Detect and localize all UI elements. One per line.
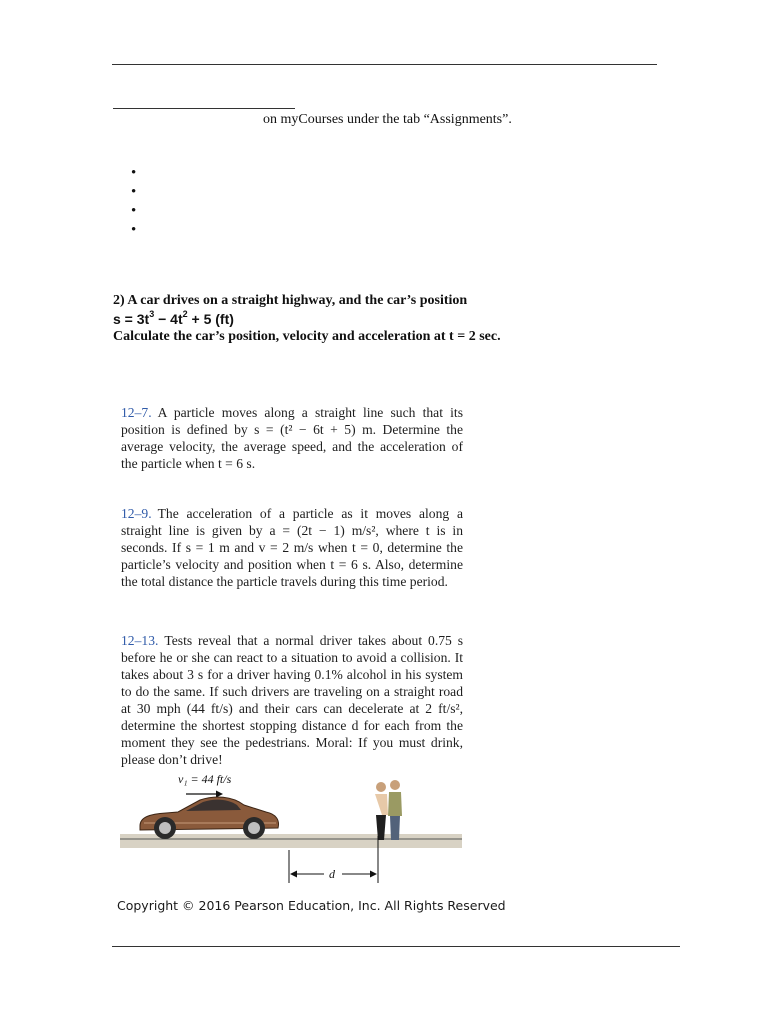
problem-12-9	[121, 505, 463, 590]
problem-text: A particle moves along a straight line such that its position is defined by s = (t² − 6t + 5) m. Determine the average velocity, the average speed, and the acceleration of the particle when t = 6 s.	[121, 405, 463, 471]
arrow-head-icon	[290, 871, 297, 878]
problem-12-7	[121, 404, 463, 472]
problem-number: 12–9.	[121, 506, 152, 521]
problem-12-13	[121, 632, 463, 768]
heading-underline	[113, 108, 295, 109]
pedestrians	[375, 780, 402, 840]
velocity-label: v₁ = 44 ft/s	[178, 772, 232, 786]
problem-text: Tests reveal that a normal driver takes about 0.75 s before he or she can react to a situation to avoid a collision. It takes about 3 s for a driver having 0.1% alcohol in his system to do the same. If such drivers are traveling on a straight road at 30 mph (44 ft/s) and their cars can decelerate at 2 ft/s², determine the shortest stopping distance d for each from the moment they see the pedestrians. Moral: If you must drink, please don’t drive!	[121, 633, 463, 767]
problem-number: 12–7.	[121, 405, 152, 420]
footer-rule	[112, 946, 680, 947]
copyright-notice: Copyright © 2016 Pearson Education, Inc. All Rights Reserved	[117, 898, 506, 913]
arrow-head-icon	[216, 791, 223, 798]
bullet-list	[131, 164, 141, 240]
distance-label: d	[329, 867, 335, 881]
car	[140, 797, 279, 839]
list-item: •	[131, 222, 137, 238]
problem-text: The acceleration of a particle as it moves along a straight line is given by a = (2t − 1) m/s², where t is in seconds. If s = 1 m and v = 2 m/s when t = 0, determine the particle’s velocity and position when t = 6 s. Also, determine the total distance the particle travels during this time period.	[121, 506, 463, 589]
question-2-statement: 2) A car drives on a straight highway, and the car’s position	[113, 293, 468, 308]
list-item: •	[131, 203, 137, 219]
question-2-task: Calculate the car’s position, velocity and acceleration at t = 2 sec.	[113, 329, 501, 344]
list-item: •	[131, 165, 137, 181]
list-item: •	[131, 184, 137, 200]
position-equation: $s = 3t^3 - 4t^2 + 5$ (ft)	[113, 309, 234, 327]
arrow-head-icon	[370, 871, 377, 878]
car-pedestrian-figure	[120, 768, 462, 886]
question-2	[113, 292, 673, 346]
intro-text: on myCourses under the tab “Assignments”.	[263, 112, 512, 127]
problem-number: 12–13.	[121, 633, 159, 648]
header-rule	[112, 64, 657, 65]
